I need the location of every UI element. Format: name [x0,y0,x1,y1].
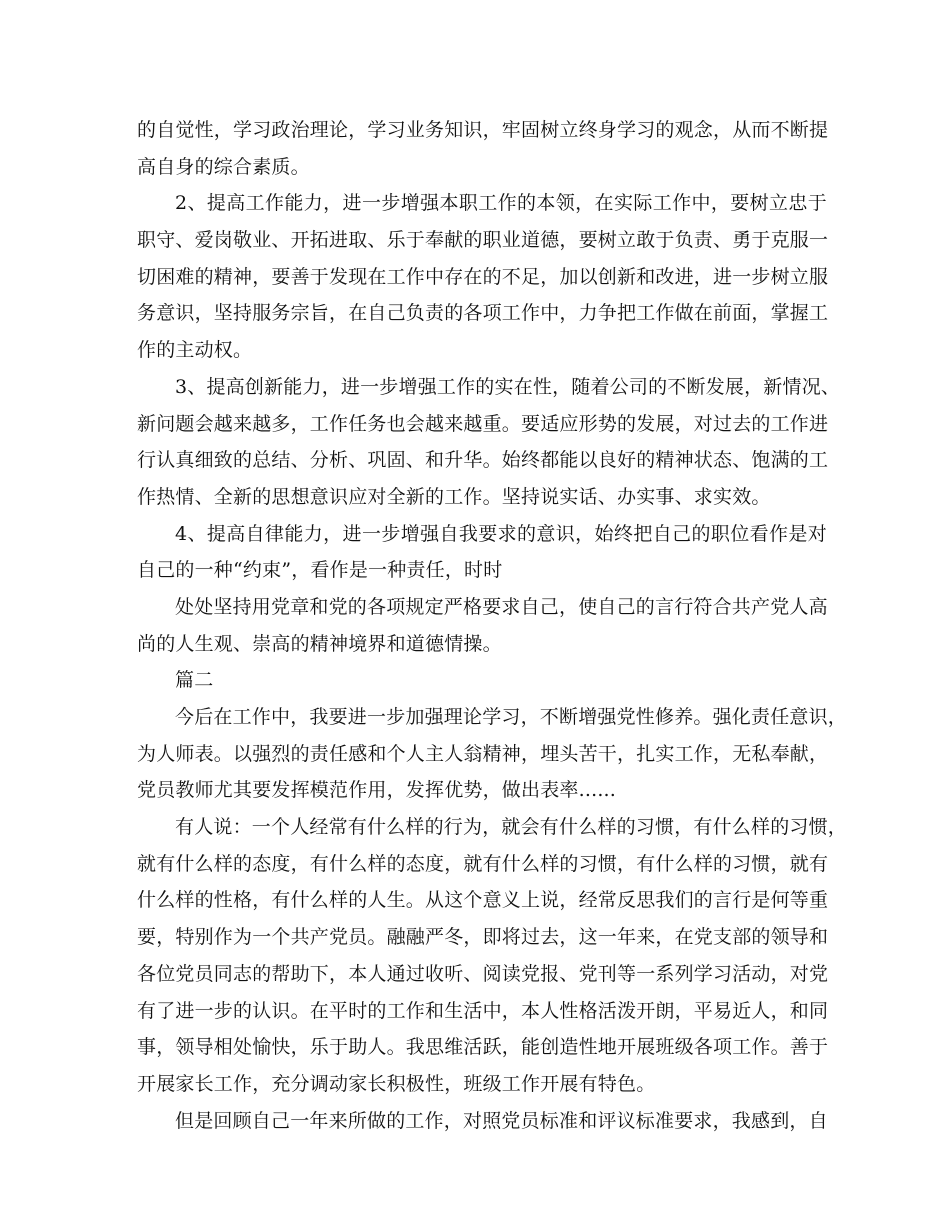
text-line: 尚的人生观、崇高的精神境界和道德情操。 [137,632,502,655]
text-line: 切困难的精神，要善于发现在工作中存在的不足，加以创新和改进，进一步树立服 [137,265,829,288]
text-line: 各位党员同志的帮助下，本人通过收听、阅读党报、党刊等一系列学习活动，对党 [137,962,829,985]
text-line: 4、提高自律能力，进一步增强自我要求的意识，始终把自己的职位看作是对 [175,522,827,545]
text-line: 的自觉性，学习政治理论，学习业务知识，牢固树立终身学习的观念，从而不断提 [137,119,829,141]
text-line: 什么样的性格，有什么样的人生。从这个意义上说，经常反思我们的言行是何等重 [137,889,829,912]
text-line: 为人师表。以强烈的责任感和个人主人翁精神，埋头苦干，扎实工作，无私奉献， [137,742,829,765]
text-line: 要，特别作为一个共产党员。融融严冬，即将过去，这一年来，在党支部的领导和 [137,926,829,949]
text-line: 3、提高创新能力，进一步增强工作的实在性，随着公司的不断发展，新情况、 [175,375,841,398]
section-heading: 篇二 [175,669,214,692]
text-line: 新问题会越来越多，工作任务也会越来越重。要适应形势的发展，对过去的工作进 [137,412,829,435]
text-line: 2、提高工作能力，进一步增强本职工作的本领，在实际工作中，要树立忠于 [175,192,827,215]
text-line: 开展家长工作，充分调动家长积极性，班级工作开展有特色。 [137,1072,656,1095]
text-line: 职守、爱岗敬业、开拓进取、乐于奉献的职业道德，要树立敢于负责、勇于克服一 [137,229,829,252]
text-line: 事，领导相处愉快，乐于助人。我思维活跃，能创造性地开展班级各项工作。善于 [137,1036,829,1059]
text-line: 务意识，坚持服务宗旨，在自己负责的各项工作中，力争把工作做在前面，掌握工 [137,302,829,325]
text-line: 党员教师尤其要发挥模范作用，发挥优势，做出表率...... [137,779,617,802]
text-line: 作热情、全新的思想意识应对全新的工作。坚持说实话、办实事、求实效。 [137,485,771,508]
text-line: 有人说：一个人经常有什么样的行为，就会有什么样的习惯，有什么样的习惯， [175,816,848,839]
text-line: 处处坚持用党章和党的各项规定严格要求自己，使自己的言行符合共产党人高 [175,595,828,618]
text-line: 高自身的综合素质。 [137,155,310,178]
text-line: 有了进一步的认识。在平时的工作和生活中，本人性格活泼开朗，平易近人，和同 [137,999,829,1022]
text-line: 作的主动权。 [137,339,253,362]
text-line: 今后在工作中，我要进一步加强理论学习，不断增强党性修养。强化责任意识， [175,706,848,728]
text-line: 自己的一种“约束”，看作是一种责任，时时 [137,559,503,582]
document-body [137,112,848,1139]
text-line: 就有什么样的态度，有什么样的态度，就有什么样的习惯，有什么样的习惯，就有 [137,852,829,875]
text-line: 但是回顾自己一年来所做的工作，对照党员标准和评议标准要求，我感到，自 [175,1109,828,1132]
text-line: 行认真细致的总结、分析、巩固、和升华。始终都能以良好的精神状态、饱满的工 [137,449,829,472]
